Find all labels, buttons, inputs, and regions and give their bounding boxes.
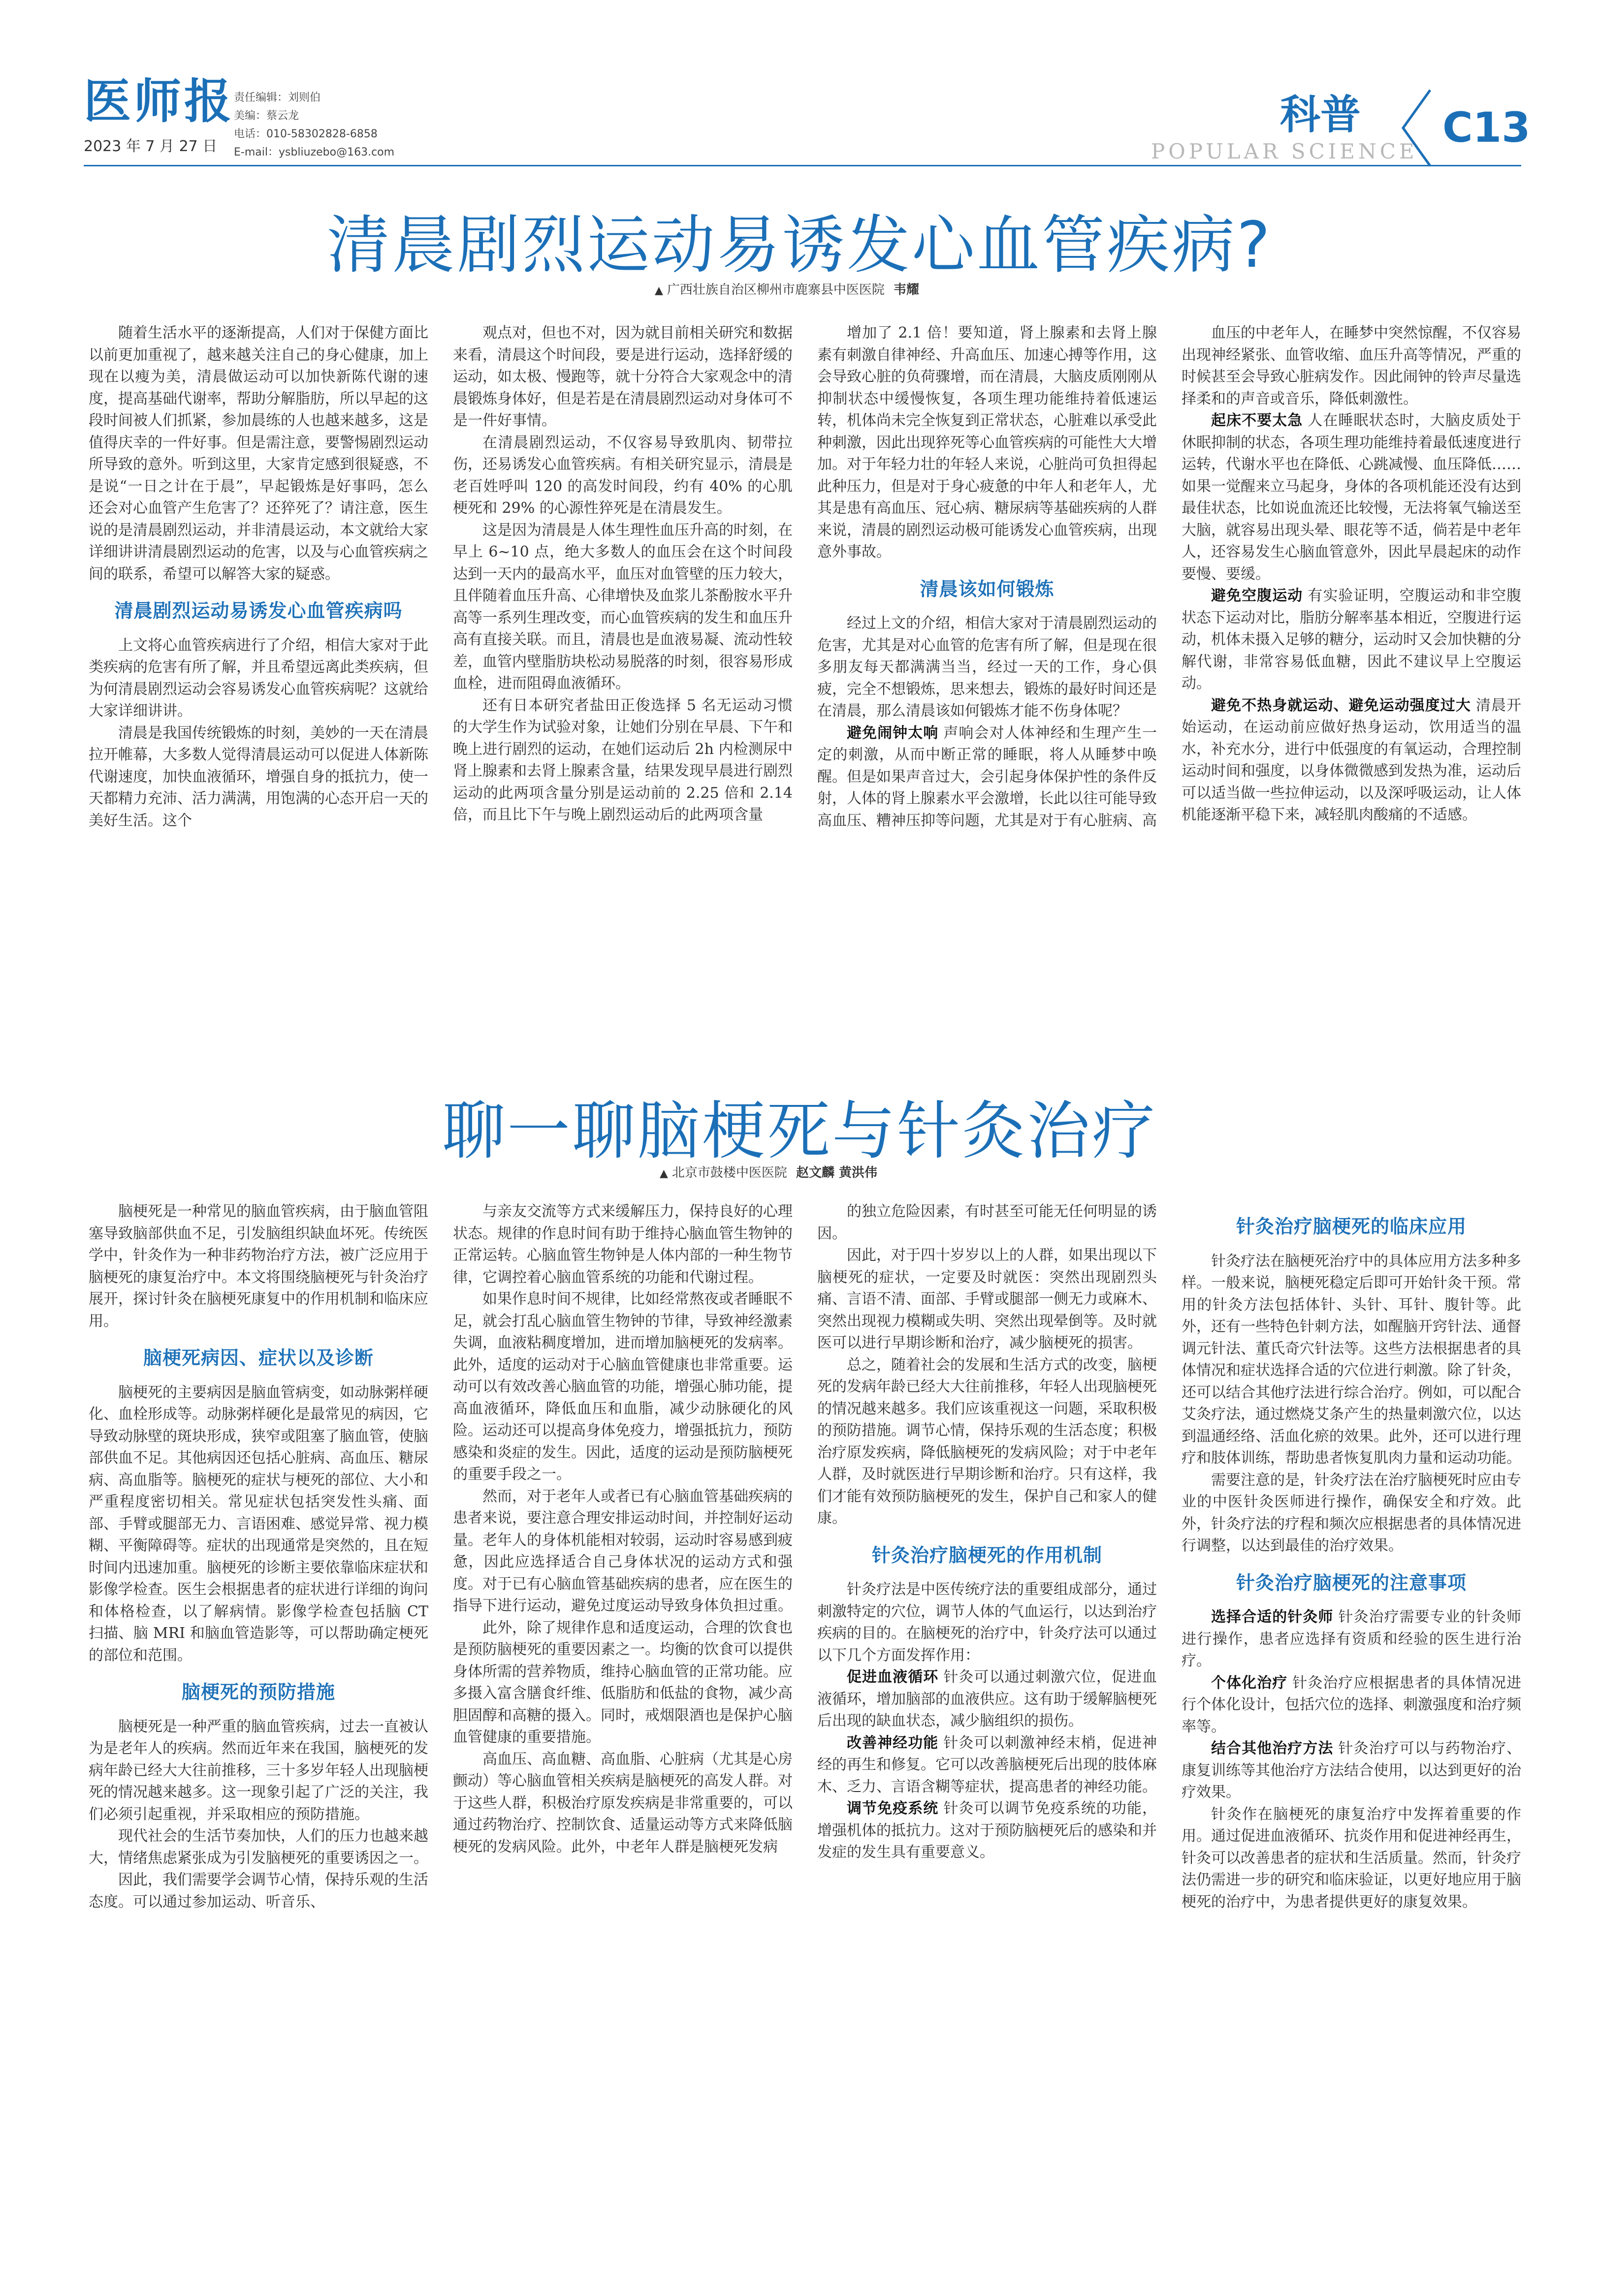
byline-org: 广西壮族自治区柳州市鹿寨县中医医院 bbox=[667, 283, 885, 297]
section-heading: 脑梗死的预防措施 bbox=[181, 1681, 335, 1703]
paragraph: 随着生活水平的逐渐提高，人们对于保健方面比以前更加重视了，越来越关注自己的身心健康，加上现在以瘦为美，清晨做运动可以加快新陈代谢的速度，提高基础代谢率，帮助分解脂肪，所以早起的这段时间被人们抓紧，参加晨练的人也越来越多，这是值得庆幸的一件好事。但是需注意，要警惕剧烈运动所导致的意外。听到这里，大家肯定感到很疑惑，不是说“一日之计在于晨”，早起锻炼是好事吗，怎么还会对心血管产生危害了？还猝死了？请注意，医生说的是清晨剧烈运动，并非清晨运动，本文就给大家详细讲讲清晨剧烈运动的危害，以及与心血管疾病之间的联系，希望可以解答大家的疑惑。 bbox=[89, 324, 428, 583]
paragraph: 上文将心血管疾病进行了介绍，相信大家对于此类疾病的危害有所了解，并且希望远离此类疾病，但为何清晨剧烈运动会容易诱发心血管疾病呢？这就给大家详细讲讲。 bbox=[89, 636, 428, 720]
paragraph: 的独立危险因素，有时甚至可能无任何明显的诱因。 bbox=[817, 1203, 1157, 1242]
paragraph: 经过上文的介绍，相信大家对于清晨剧烈运动的危害，尤其是对心血管的危害有所了解，但是现在很多朋友每天都满满当当，经过一天的工作，身心俱疲，完全不想锻炼，思来想去，锻炼的最好时间还是在清晨，那么清晨该如何锻炼才能不伤身体呢？ bbox=[817, 615, 1157, 720]
paragraph-lead: 个体化治疗 bbox=[1211, 1674, 1288, 1692]
section-heading: 针灸治疗脑梗死的作用机制 bbox=[871, 1544, 1102, 1566]
paragraph: 在清晨剧烈运动，不仅容易导致肌肉、韧带拉伤，还易诱发心血管疾病。有相关研究显示，清晨是老百姓呼叫 120 的高发时间段，约有 40% 的心肌梗死和 29% 的心源性猝死是在清晨发生。 bbox=[453, 434, 793, 517]
article2-byline bbox=[660, 1163, 877, 1181]
byline-marker: ▲ bbox=[660, 1167, 668, 1180]
article2-column-2 bbox=[453, 1201, 793, 2274]
paragraph-text: 针灸可以刺激神经末梢，促进神经的再生和修复。它可以改善脑梗死后出现的肢体麻木、乏力、言语含糊等症状，提高患者的神经功能。 bbox=[817, 1734, 1157, 1795]
paragraph-text: 针灸可以通过刺激穴位，促进血液循环，增加脑部的血液供应。这有助于缓解脑梗死后出现的缺血状态，减少脑组织的损伤。 bbox=[817, 1668, 1157, 1730]
paragraph-text: 针灸可以调节免疫系统的功能，增强机体的抵抗力。这对于预防脑梗死后的感染和并发症的发生具有重要意义。 bbox=[817, 1800, 1157, 1861]
paragraph: 增加了 2.1 倍！要知道，肾上腺素和去肾上腺素有刺激自律神经、升高血压、加速心搏等作用，这会导致心脏的负荷骤增，而在清晨，大脑皮质刚刚从抑制状态中缓慢恢复，各项生理功能维持着低速运转，机体尚未完全恢复到正常状态，心脏难以承受此种刺激，因此出现猝死等心血管疾病的可能性大大增加。对于年轻力壮的年轻人来说，心脏尚可负担得起此种压力，但是对于身心疲惫的中年人和老年人，尤其是患有高血压、冠心病、糖尿病等基础疾病的人群来说，清晨的剧烈运动极可能诱发心血管疾病，出现意外事故。 bbox=[817, 324, 1157, 561]
paragraph-text: 针灸治疗可以与药物治疗、康复训练等其他治疗方法结合使用，以达到更好的治疗效果。 bbox=[1182, 1740, 1521, 1801]
paragraph: 因此，对于四十岁岁以上的人群，如果出现以下脑梗死的症状，一定要及时就医：突然出现剧烈头痛、言语不清、面部、手臂或腿部一侧无力或麻木、突然出现视力模糊或失明、突然出现晕倒等。及时就医可以进行早期诊断和治疗，减少脑梗死的损害。 bbox=[817, 1247, 1157, 1352]
issue-date: 2023 年 7 月 27 日 bbox=[84, 138, 218, 155]
article2-column-4 bbox=[1182, 1201, 1521, 2274]
article1-column-4 bbox=[1182, 322, 1521, 1070]
paragraph-text: 针灸治疗应根据患者的具体情况进行个体化设计，包括穴位的选择、刺激强度和治疗频率等。 bbox=[1182, 1674, 1521, 1735]
paragraph: 如果作息时间不规律，比如经常熬夜或者睡眠不足，就会打乱心脑血管生物钟的节律，导致神经激素失调，血液粘稠度增加，进而增加脑梗死的发病率。此外，适度的运动对于心脑血管健康也非常重要。运动可以有效改善心脑血管的功能，增强心肺功能，提高血液循环，降低血压和血脂，减少动脉硬化的风险。运动还可以提高身体免疫力，增强抵抗力，预防感染和炎症的发生。因此，适度的运动是预防脑梗死的重要手段之一。 bbox=[453, 1290, 793, 1483]
paragraph-text: 清晨开始运动，在运动前应做好热身运动，饮用适当的温水，补充水分，进行中低强度的有氧运动，合理控制运动时间和强度，以身体微微感到发热为准，运动后可以适当做一些拉伸运动，以及深呼吸运动，让人体机能逐渐平稳下来，减轻肌肉酸痛的不适感。 bbox=[1182, 696, 1521, 823]
masthead-rule bbox=[84, 165, 1521, 166]
staff-line: 责任编辑：刘则伯 bbox=[234, 92, 321, 104]
article1-column-3 bbox=[817, 322, 1157, 1070]
paragraph bbox=[1182, 1672, 1521, 1738]
paragraph-lead: 避免空腹运动 bbox=[1211, 587, 1303, 604]
article2-column-1 bbox=[89, 1201, 428, 2274]
paragraph-text: 有实验证明，空腹运动和非空腹状态下运动对比，脂肪分解率基本相近，空腹进行运动，机体未摄入足够的糖分，运动时又会加快糖的分解代谢，非常容易低血糖，因此不建议早上空腹运动。 bbox=[1182, 587, 1521, 692]
paragraph: 脑梗死是一种常见的脑血管疾病，由于脑血管阻塞导致脑部供血不足，引发脑组织缺血坏死。传统医学中，针灸作为一种非药物治疗方法，被广泛应用于脑梗死的康复治疗中。本文将围绕脑梗死与针灸治疗展开，探讨针灸在脑梗死康复中的作用机制和临床应用。 bbox=[89, 1203, 428, 1330]
paragraph-lead: 避免不热身就运动、避免运动强度过大 bbox=[1211, 696, 1471, 714]
paragraph: 脑梗死的主要病因是脑血管病变，如动脉粥样硬化、血栓形成等。动脉粥样硬化是最常见的病因，它导致动脉壁的斑块形成，狭窄或阻塞了脑血管，使脑部供血不足。其他病因还包括心脏病、高血压、糖尿病、高血脂等。脑梗死的症状与梗死的部位、大小和严重程度密切相关。常见症状包括突发性头痛、面部、手臂或腿部无力、言语困难、感觉异常、视力模糊、平衡障碍等。症状的出现通常是突然的，且在短时间内迅速加重。脑梗死的诊断主要依靠临床症状和影像学检查。医生会根据患者的症状进行详细的询问和体格检查，以了解病情。影像学检查包括脑 CT 扫描、脑 MRI 和脑血管造影等，可以帮助确定梗死的部位和范围。 bbox=[89, 1384, 428, 1664]
paragraph: 这是因为清晨是人体生理性血压升高的时刻，在早上 6~10 点，绝大多数人的血压会在这个时间段达到一天内的最高水平，血压对血管壁的压力较大，且伴随着血压升高、心律增快及血浆儿茶酚胺水平升高等一系列生理改变，而心血管疾病的发生和血压升高有直接关联。而且，清晨也是血液易凝、流动性较差，血管内壁脂肪块松动易脱落的时刻，很容易形成血栓，进而阻碍血液循环。 bbox=[453, 521, 793, 692]
paragraph bbox=[1182, 1606, 1521, 1672]
paragraph bbox=[817, 1732, 1157, 1798]
section-heading: 针灸治疗脑梗死的注意事项 bbox=[1236, 1572, 1467, 1594]
paragraph bbox=[1182, 585, 1521, 695]
paragraph: 现代社会的生活节奏加快，人们的压力也越来越大，情绪焦虑紧张成为引发脑梗死的重要诱因之一。 bbox=[89, 1827, 428, 1867]
paragraph: 然而，对于老年人或者已有心脑血管基础疾病的患者来说，要注意合理安排运动时间，并控制好运动量。老年人的身体机能相对较弱，运动时容易感到疲惫，因此应选择适合自己身体状况的运动方式和强度。对于已有心脑血管基础疾病的患者，应在医生的指导下进行运动，避免过度运动导致身体负担过重。 bbox=[453, 1487, 793, 1614]
paragraph: 此外，除了规律作息和适度运动，合理的饮食也是预防脑梗死的重要因素之一。均衡的饮食可以提供身体所需的营养物质，维持心脑血管的正常功能。应多摄入富含膳食纤维、低脂肪和低盐的食物，减少高胆固醇和高糖的摄入。同时，戒烟限酒也是保护心脑血管健康的重要措施。 bbox=[453, 1619, 793, 1746]
article2-column-3 bbox=[817, 1201, 1157, 2274]
paragraph: 血压的中老年人，在睡梦中突然惊醒，不仅容易出现神经紧张、血管收缩、血压升高等情况，严重的时候甚至会导致心脏病发作。因此闹钟的铃声尽量选择柔和的声音或音乐，降低刺激性。 bbox=[1182, 324, 1521, 408]
paragraph bbox=[817, 1798, 1157, 1864]
paragraph: 需要注意的是，针灸疗法在治疗脑梗死时应由专业的中医针灸医师进行操作，确保安全和疗效。此外，针灸疗法的疗程和频次应根据患者的具体情况进行调整，以达到最佳的治疗效果。 bbox=[1182, 1471, 1521, 1554]
paragraph-text: 声响会对人体神经和生理产生一定的刺激，从而中断正常的睡眠，将人从睡梦中唤醒。但是如果声音过大，会引起身体保护性的条件反射，人体的肾上腺素水平会激增，长此以往可能导致高血压、糟神压抑等问题，尤其是对于有心脏病、高 bbox=[817, 724, 1157, 829]
paragraph: 脑梗死是一种严重的脑血管疾病，过去一直被认为是老年人的疾病。然而近年来在我国，脑梗死的发病年龄已经大大往前推移，三十多岁年轻人出现脑梗死的情况越来越多。这一现象引起了广泛的关注，我们必须引起重视，并采取相应的预防措施。 bbox=[89, 1718, 428, 1823]
paragraph bbox=[817, 1667, 1157, 1732]
paragraph: 针灸作在脑梗死的康复治疗中发挥着重要的作用。通过促进血液循环、抗炎作用和促进神经再生，针灸可以改善患者的症状和生活质量。然而，针灸疗法仍需进一步的研究和临床验证，以更好地应用于脑梗死的治疗中，为患者提供更好的康复效果。 bbox=[1182, 1805, 1521, 1911]
paragraph-text: 针灸治疗需要专业的针灸师进行操作，患者应选择有资质和经验的医生进行治疗。 bbox=[1182, 1608, 1521, 1669]
paragraph: 高血压、高血糖、高血脂、心脏病（尤其是心房颤动）等心脑血管相关疾病是脑梗死的高发人群。对于这些人群，积极治疗原发疾病是非常重要的，可以通过药物治疗、控制饮食、适量运动等方式来降低脑梗死的发病风险。此外，中老年人群是脑梗死发病 bbox=[453, 1750, 793, 1856]
section-heading: 清晨剧烈运动易诱发心血管疾病吗 bbox=[114, 600, 403, 622]
paragraph-lead: 改善神经功能 bbox=[847, 1734, 939, 1752]
page-number: C13 bbox=[1442, 103, 1531, 152]
byline-author: 韦耀 bbox=[893, 283, 919, 297]
paragraph: 针灸疗法是中医传统疗法的重要组成部分，通过刺激特定的穴位，调节人体的气血运行，以达到治疗疾病的目的。在脑梗死的治疗中，针灸疗法可以通过以下几个方面发挥作用： bbox=[817, 1581, 1157, 1664]
staff-info bbox=[234, 89, 394, 161]
byline-org: 北京市鼓楼中医医院 bbox=[672, 1165, 787, 1180]
paragraph: 针灸疗法在脑梗死治疗中的具体应用方法多种多样。一般来说，脑梗死稳定后即可开始针灸干预。常用的针灸方法包括体针、头针、耳针、腹针等。此外，还有一些特色针刺方法，如醒脑开窍针法、通督调元针法、董氏奇穴针法等。这些方法根据患者的具体情况和症状选择合适的穴位进行刺激。除了针灸，还可以结合其他疗法进行综合治疗。例如，可以配合艾灸疗法，通过燃烧艾条产生的热量刺激穴位，以达到温通经络、活血化瘀的效果。此外，还可以进行理疗和肢体训练，帮助患者恢复肌肉力量和运动功能。 bbox=[1182, 1252, 1521, 1467]
article2-title: 聊一聊脑梗死与针灸治疗 bbox=[442, 1095, 1157, 1168]
paragraph-lead: 促进血液循环 bbox=[847, 1668, 939, 1686]
paragraph-lead: 选择合适的针灸师 bbox=[1211, 1608, 1334, 1626]
article1-column-1 bbox=[89, 322, 428, 1070]
paragraph-lead: 避免闹钟太响 bbox=[847, 724, 939, 742]
section-title-en: POPULAR SCIENCE bbox=[1151, 139, 1418, 163]
paragraph: 清晨是我国传统锻炼的时刻，美妙的一天在清晨拉开帷幕，大多数人觉得清晨运动可以促进人体新陈代谢速度，加快血液循环，增强自身的抵抗力，使一天都精力充沛、活力满满，用饱满的心态开启一天的美好生活。这个 bbox=[89, 724, 428, 829]
paragraph bbox=[1182, 410, 1521, 585]
paragraph bbox=[817, 723, 1157, 832]
staff-line: 电话：010-58302828-6858 bbox=[234, 128, 378, 140]
staff-line: E-mail：ysbliuzebo@163.com bbox=[234, 146, 395, 158]
paragraph bbox=[1182, 1738, 1521, 1804]
staff-line: 美编：蔡云龙 bbox=[234, 110, 299, 122]
paragraph-text: 人在睡眠状态时，大脑皮质处于休眠抑制的状态，各项生理功能维持着最低速度进行运转，代谢水平也在降低、心跳减慢、血压降低……如果一觉醒来立马起身，身体的各项机能还没有达到最佳状态，比如说血流还比较慢，无法将氧气输送至大脑，就容易出现头晕、眼花等不适，倘若是中老年人，还容易发生心脑血管意外，因此早晨起床的动作要慢、要缓。 bbox=[1182, 412, 1521, 583]
paragraph: 观点对，但也不对，因为就目前相关研究和数据来看，清晨这个时间段，要是进行运动，选择舒缓的运动，如太极、慢跑等，就十分符合大家观念中的清晨锻炼身体好，但是若是在清晨剧烈运动对身体可不是一件好事情。 bbox=[453, 324, 793, 429]
chevron-left-icon bbox=[1396, 86, 1435, 170]
article1-byline bbox=[655, 280, 919, 298]
article1-column-2 bbox=[453, 322, 793, 1070]
paragraph-lead: 结合其他治疗方法 bbox=[1211, 1740, 1334, 1757]
paragraph-lead: 调节免疫系统 bbox=[847, 1800, 939, 1817]
section-heading: 脑梗死病因、症状以及诊断 bbox=[143, 1347, 374, 1369]
section-heading: 针灸治疗脑梗死的临床应用 bbox=[1236, 1216, 1467, 1237]
paragraph: 与亲友交流等方式来缓解压力，保持良好的心理状态。规律的作息时间有助于维持心脑血管生物钟的正常运转。心脑血管生物钟是人体内部的一种生物节律，它调控着心脑血管系统的功能和代谢过程。 bbox=[453, 1203, 793, 1286]
newspaper-name: 医师报 bbox=[84, 73, 234, 129]
byline-author: 赵文麟 黄洪伟 bbox=[796, 1165, 877, 1180]
section-heading: 清晨该如何锻炼 bbox=[920, 578, 1055, 600]
section-title: 科普 bbox=[1280, 91, 1361, 138]
paragraph-lead: 起床不要太急 bbox=[1211, 412, 1303, 429]
paragraph: 还有日本研究者盐田正俊选择 5 名无运动习惯的大学生作为试验对象，让她们分别在早晨、下午和晚上进行剧烈的运动，在她们运动后 2h 内检测尿中肾上腺素和去肾上腺素含量，结果发现早晨进行剧烈运动的此两项含量分别是运动前的 2.25 倍和 2.14 倍，而且比下午与晚上剧烈运动后的此两项含量 bbox=[453, 696, 793, 823]
byline-marker: ▲ bbox=[655, 284, 663, 297]
paragraph bbox=[1182, 695, 1521, 826]
article1-title: 清晨剧烈运动易诱发心血管疾病? bbox=[327, 209, 1272, 282]
paragraph: 总之，随着社会的发展和生活方式的改变，脑梗死的发病年龄已经大大往前推移，年轻人出现脑梗死的情况越来越多。我们应该重视这一问题，采取积极的预防措施。调节心情，保持乐观的生活态度；积极治疗原发疾病，降低脑梗死的发病风险；对于中老年人群，及时就医进行早期诊断和治疗。只有这样，我们才能有效预防脑梗死的发生，保护自己和家人的健康。 bbox=[817, 1356, 1157, 1527]
paragraph: 因此，我们需要学会调节心情，保持乐观的生活态度。可以通过参加运动、听音乐、 bbox=[89, 1871, 428, 1911]
